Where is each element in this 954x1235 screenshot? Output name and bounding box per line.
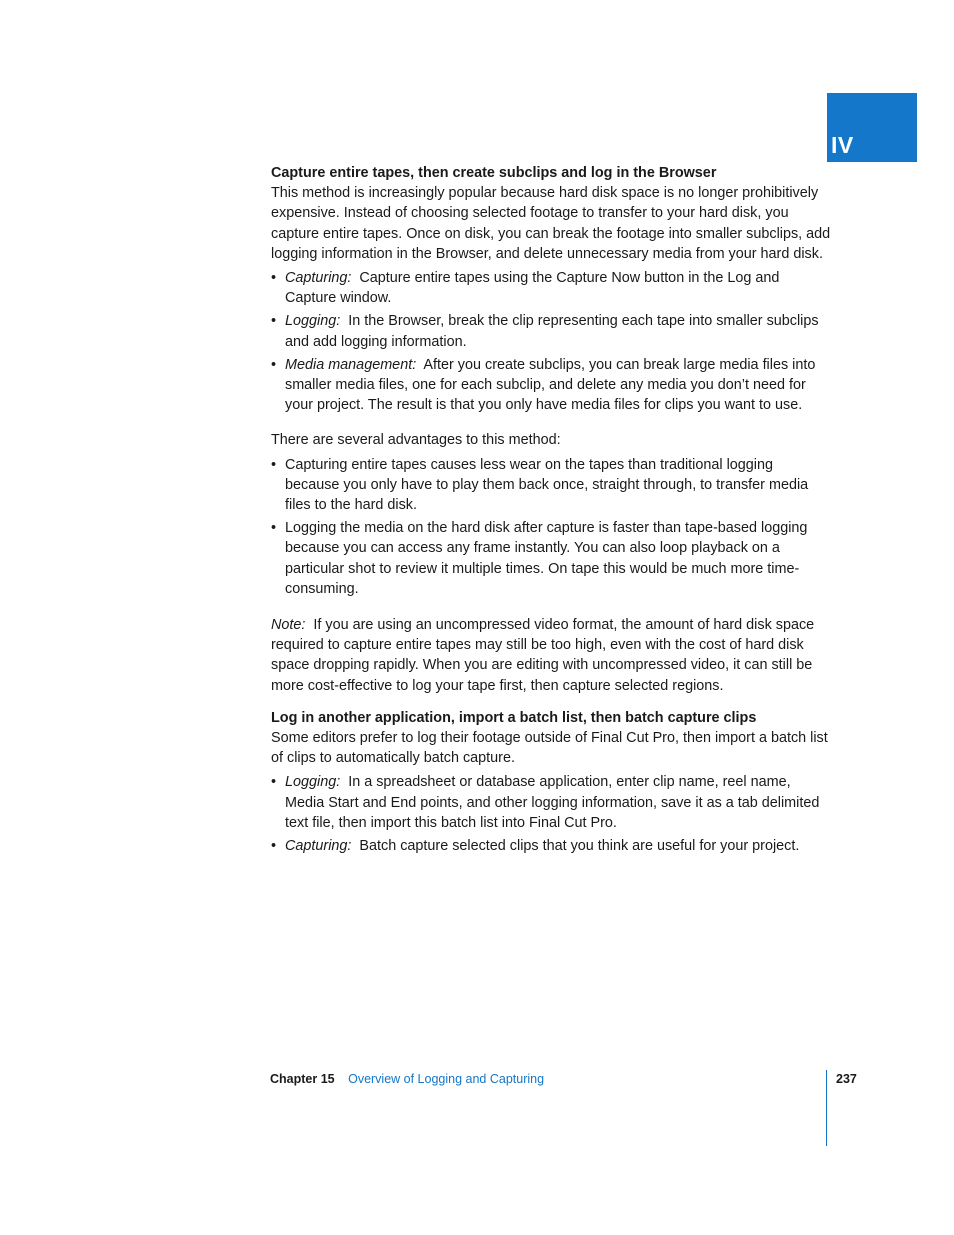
section-heading: Log in another application, import a batch list, then batch capture clips xyxy=(271,709,757,726)
section-intro: Some editors prefer to log their footage outside of Final Cut Pro, then import a batch list of clips to automatically batch capture. xyxy=(271,730,828,767)
list-item-text: Capturing entire tapes causes less wear on the tapes than traditional logging because you only have to play them back once, straight through, to transfer media files to the hard disk. xyxy=(285,456,809,514)
list-item-text: In a spreadsheet or database application, enter clip name, reel name, Media Start and End points, and other logging information, save it as a tab delimited text file, then import this batch list into Final Cut Pro. xyxy=(285,774,820,831)
list-item-lead: Media management: xyxy=(285,356,417,373)
list-item-text: Batch capture selected clips that you think are useful for your project. xyxy=(359,838,800,855)
list-item-text: In the Browser, break the clip representing each tape into smaller subclips and add logging information. xyxy=(285,313,819,350)
bullet-icon: • xyxy=(271,270,277,287)
section-heading: Capture entire tapes, then create subclips and log in the Browser xyxy=(271,165,717,181)
workflow-steps-list xyxy=(271,268,831,415)
list-item xyxy=(271,311,831,351)
section-capture-entire-tapes xyxy=(271,163,831,696)
workflow-steps-list xyxy=(271,772,831,856)
list-item xyxy=(271,355,831,416)
list-item xyxy=(271,772,831,833)
list-item-text: Logging the media on the hard disk after capture is faster than tape-based logging because you can access any frame instantly. You can also loop playback on a particular shot to review it multiple times. On tape this would be much more time-consuming. xyxy=(285,520,808,597)
list-item-text: Capture entire tapes using the Capture Now button in the Log and Capture window. xyxy=(285,270,780,307)
list-item xyxy=(271,268,831,308)
bullet-icon: • xyxy=(271,520,277,537)
bullet-icon: • xyxy=(271,774,277,791)
note-paragraph xyxy=(271,615,831,696)
bullet-icon: • xyxy=(271,456,277,473)
part-tab-label: IV xyxy=(831,132,854,158)
list-item-text: After you create subclips, you can break large media files into smaller media files, one for each subclip, and delete any media you don’t need for your project. The result is that you only have media files for clips you want to use. xyxy=(285,356,816,414)
section-batch-list xyxy=(271,708,831,856)
advantages-intro: There are several advantages to this method: xyxy=(271,432,561,449)
footer-chapter: Chapter 15 xyxy=(270,1072,335,1086)
list-item-lead: Capturing: xyxy=(285,270,352,287)
page-footer xyxy=(270,1072,544,1086)
page-content xyxy=(271,163,831,859)
list-item-lead: Logging: xyxy=(285,774,341,791)
page-number: 237 xyxy=(836,1072,857,1086)
part-tab xyxy=(827,93,917,162)
note-lead: Note: xyxy=(271,617,306,634)
list-item xyxy=(271,455,831,516)
list-item-lead: Logging: xyxy=(285,313,341,330)
bullet-icon: • xyxy=(271,356,277,373)
list-item-lead: Capturing: xyxy=(285,838,352,855)
section-intro: This method is increasingly popular because hard disk space is no longer prohibitively expensive. Instead of choosing selected footage to transfer to your hard disk, you capture entire tapes. Once on disk, you can break the footage into smaller subclips, add logging information in the Browser, and delete unnecessary media from your hard disk. xyxy=(271,185,831,262)
bullet-icon: • xyxy=(271,838,277,855)
advantages-list xyxy=(271,455,831,599)
list-item xyxy=(271,518,831,599)
footer-divider xyxy=(826,1070,827,1146)
bullet-icon: • xyxy=(271,313,277,330)
note-text: If you are using an uncompressed video format, the amount of hard disk space required to capture entire tapes may still be too high, even with the cost of hard disk space dropping rapidly. When you are editing with uncompressed video, it can still be more cost-effective to log your tape first, then capture selected regions. xyxy=(271,617,815,694)
list-item xyxy=(271,836,831,856)
footer-chapter-title-link[interactable]: Overview of Logging and Capturing xyxy=(348,1072,545,1086)
